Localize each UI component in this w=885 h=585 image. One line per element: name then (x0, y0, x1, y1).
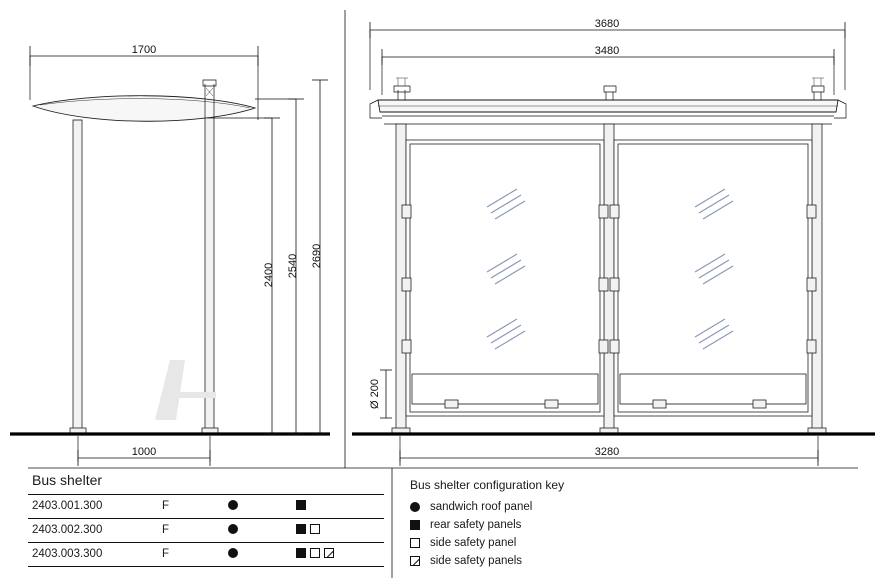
side-front-post (202, 80, 218, 434)
panel-markers (296, 547, 334, 559)
key-item (410, 534, 710, 551)
table-row[interactable] (28, 519, 384, 543)
key-item-label: rear safety panels (430, 518, 522, 531)
roof-marker (228, 523, 238, 535)
dim-label-3480: 3480 (594, 45, 620, 57)
key-item-label: side safety panel (430, 536, 517, 549)
glass-panel-right (610, 140, 816, 416)
filled-circle-icon (228, 500, 238, 510)
side-rear-post (70, 120, 86, 434)
dim-label-1000: 1000 (131, 446, 157, 458)
key-item-label: sandwich roof panel (430, 500, 533, 513)
product-code: 2403.002.300 (32, 524, 103, 536)
table-row[interactable] (28, 543, 384, 567)
panel-markers (296, 523, 324, 535)
open-square-icon (310, 524, 320, 534)
roof-marker (228, 547, 238, 559)
configuration-key (410, 478, 710, 570)
product-code: 2403.003.300 (32, 548, 103, 560)
dim-label-2690: 2690 (311, 243, 323, 269)
dim-label-3680: 3680 (594, 18, 620, 30)
dim-diameter-200 (380, 370, 392, 418)
open-square-icon (310, 548, 320, 558)
filled-square-icon (296, 500, 306, 510)
product-table (28, 470, 384, 567)
panel-markers (296, 499, 310, 511)
key-title: Bus shelter configuration key (410, 478, 565, 492)
dim-label-2400: 2400 (263, 262, 275, 288)
table-row[interactable] (28, 495, 384, 519)
product-variant: F (162, 524, 170, 536)
key-item-label: side safety panels (430, 554, 523, 567)
roof-marker (228, 499, 238, 511)
product-variant: F (162, 548, 170, 560)
product-code: 2403.001.300 (32, 500, 103, 512)
side-canopy (33, 96, 255, 122)
diagonal-square-icon (324, 548, 334, 558)
diagonal-square-icon (410, 556, 430, 566)
front-roof (370, 78, 846, 124)
dim-label-1700: 1700 (131, 44, 157, 56)
glass-panel-left (402, 140, 608, 416)
filled-circle-icon (410, 502, 430, 512)
filled-circle-icon (228, 548, 238, 558)
filled-square-icon (296, 548, 306, 558)
key-item (410, 552, 710, 569)
dim-label-2540: 2540 (287, 253, 299, 279)
product-variant: F (162, 500, 170, 512)
key-item (410, 516, 710, 533)
filled-circle-icon (228, 524, 238, 534)
dim-label-diameter: Ø 200 (369, 379, 381, 409)
table-title: Bus shelter (28, 470, 384, 495)
key-item (410, 498, 710, 515)
open-square-icon (410, 538, 430, 548)
filled-square-icon (296, 524, 306, 534)
dim-label-3280: 3280 (594, 446, 620, 458)
filled-square-icon (410, 520, 430, 530)
